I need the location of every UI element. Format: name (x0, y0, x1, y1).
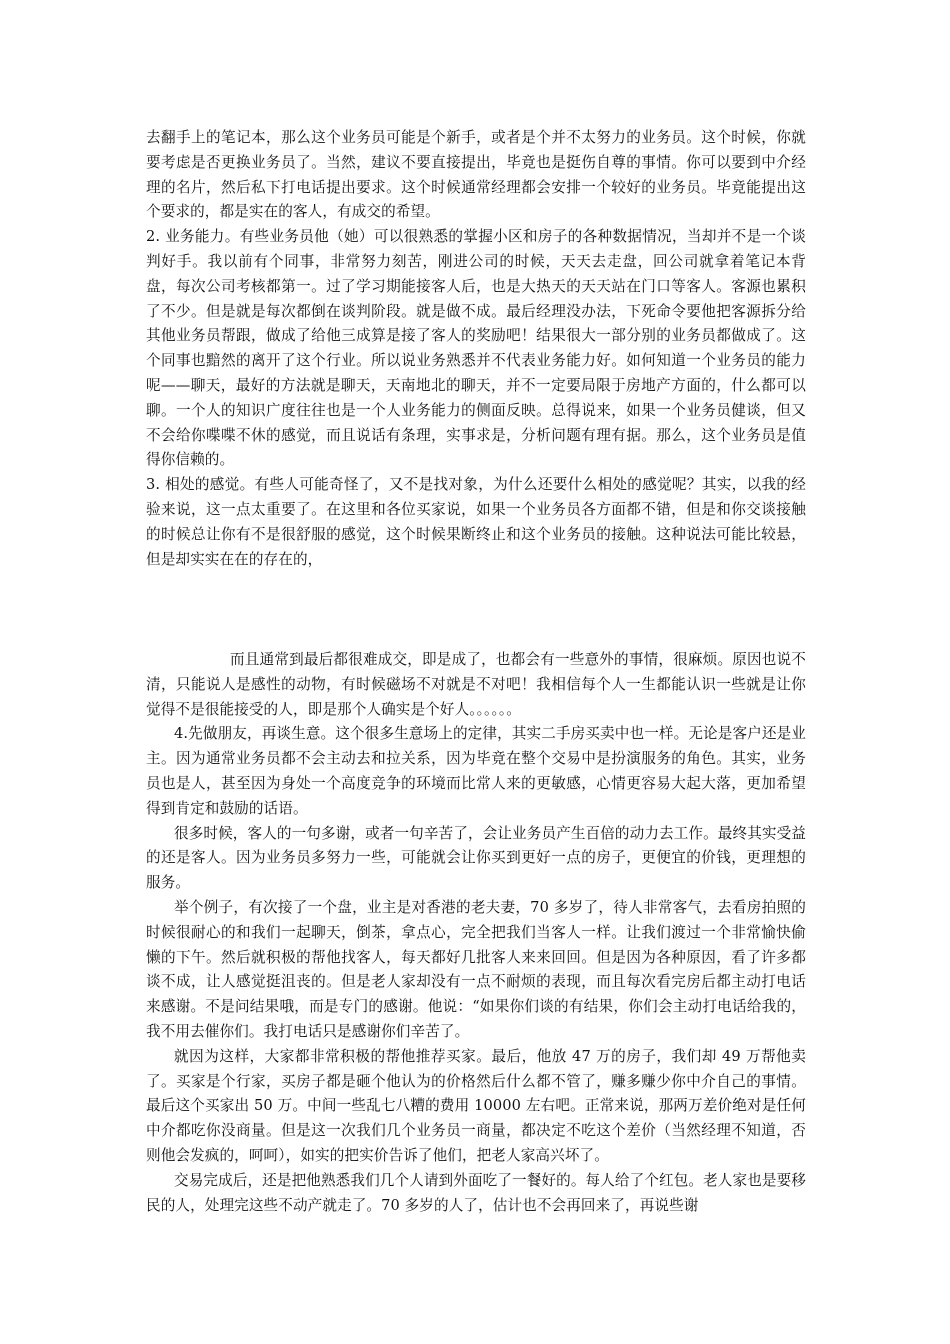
paragraph-price-difference: 就因为这样，大家都非常积极的帮他推荐买家。最后，他放 47 万的房子，我们却 49 万帮他卖了。买家是个行家，买房子都是砸个他认为的价格然后什么都不管了，赚多赚少你中介自己的事情。最后这个买家出 50 万。中间一些乱七八糟的费用 10000 左右吧。正常来说，那两万差价绝对是任何中介都吃你没商量。但是这一次我们几个业务员一商量，都决定不吃这个差价（当然经理不知道，否则他会发疯的，呵呵），如实的把实价告诉了他们，把老人家高兴坏了。 (146, 1047, 806, 1164)
paragraph-continuation: 去翻手上的笔记本，那么这个业务员可能是个新手，或者是个并不太努力的业务员。这个时候，你就要考虑是否更换业务员了。当然，建议不要直接提出，毕竟也是挺伤自尊的事情。你可以要到中介经理的名片，然后私下打电话提出要求。这个时候通常经理都会安排一个较好的业务员。毕竟能提出这个要求的，都是实在的客人，有成交的希望。 (146, 129, 806, 221)
paragraph-business-ability: 2. 业务能力。有些业务员他（她）可以很熟悉的掌握小区和房子的各种数据情况，当却并不是一个谈判好手。我以前有个同事，非常努力刻苦，刚进公司的时候，天天去走盘，回公司就拿着笔记本背盘，每次公司考核都第一。过了学习期能接客人后，也是大热天的天天站在门口等客人。客源也累积了不少。但是就是每次都倒在谈判阶段。就是做不成。最后经理没办法，下死命令要他把客源拆分给其他业务员帮跟，做成了给他三成算是接了客人的奖励吧！结果很大一部分别的业务员都做成了。这个同事也黯然的离开了这个行业。所以说业务熟悉并不代表业务能力好。如何知道一个业务员的能力呢——聊天，最好的方法就是聊天，天南地北的聊天，并不一定要局限于房地产方面的，什么都可以聊。一个人的知识广度往往也是一个人业务能力的侧面反映。总得说来，如果一个业务员健谈，但又不会给你喋喋不休的感觉，而且说话有条理，实事求是，分析问题有理有据。那么，这个业务员是值得你信赖的。 (146, 228, 806, 469)
paragraph-hard-to-close: 而且通常到最后都很难成交，即是成了，也都会有一些意外的事情，很麻烦。原因也说不清，只能说人是感性的动物，有时候磁场不对就是不对吧！我相信每个人一生都能认识一些就是让你觉得不是很能接受的人，即是那个人确实是个好人。。。。。。 (146, 651, 806, 718)
text-block-top (146, 126, 806, 572)
paragraph-example: 举个例子，有次接了一个盘，业主是对香港的老夫妻，70 多岁了，待人非常客气，去看房拍照的时候很耐心的和我们一起聊天，倒茶，拿点心，完全把我们当客人一样。让我们渡过一个非常愉快偷懒的下午。然后就积极的帮他找客人，每天都好几批客人来来回回。但是因为各种原因，看了许多都谈不成，让人感觉挺沮丧的。但是老人家却没有一点不耐烦的表现，而且每次看完房后都主动打电话来感谢。不是问结果哦，而是专门的感谢。他说：“如果你们谈的有结果，你们会主动打电话给我的，我不用去催你们。我打电话只是感谢你们辛苦了。 (146, 898, 806, 1040)
paragraph-friends-first: 4.先做朋友，再谈生意。这个很多生意场上的定律，其实二手房买卖中也一样。无论是客户还是业主。因为通常业务员都不会主动去和拉关系，因为毕竟在整个交易中是扮演服务的角色。其实，业务员也是人，甚至因为身处一个高度竞争的环境而比常人来的更敏感，心情更容易大起大落，更加希望得到肯定和鼓励的话语。 (146, 725, 806, 817)
text-block-bottom (146, 648, 806, 1218)
paragraph-after-deal: 交易完成后，还是把他熟悉我们几个人请到外面吃了一餐好的。每人给了个红包。老人家也是要移民的人，处理完这些不动产就走了。70 多岁的人了，估计也不会再回来了，再说些谢 (146, 1171, 806, 1214)
paragraph-thanks-motivation: 很多时候，客人的一句多谢，或者一句辛苦了，会让业务员产生百倍的动力去工作。最终其实受益的还是客人。因为业务员多努力一些，可能就会让你买到更好一点的房子，更便宜的价钱，更理想的服务。 (146, 824, 806, 892)
paragraph-rapport: 3. 相处的感觉。有些人可能奇怪了，又不是找对象，为什么还要什么相处的感觉呢？其实，以我的经验来说，这一点太重要了。在这里和各位买家说，如果一个业务员各方面都不错，但是和你交谈接触的时候总让你有不是很舒服的感觉，这个时候果断终止和这个业务员的接触。这种说法可能比较悬，但是却实实在在的存在的， (146, 476, 806, 568)
